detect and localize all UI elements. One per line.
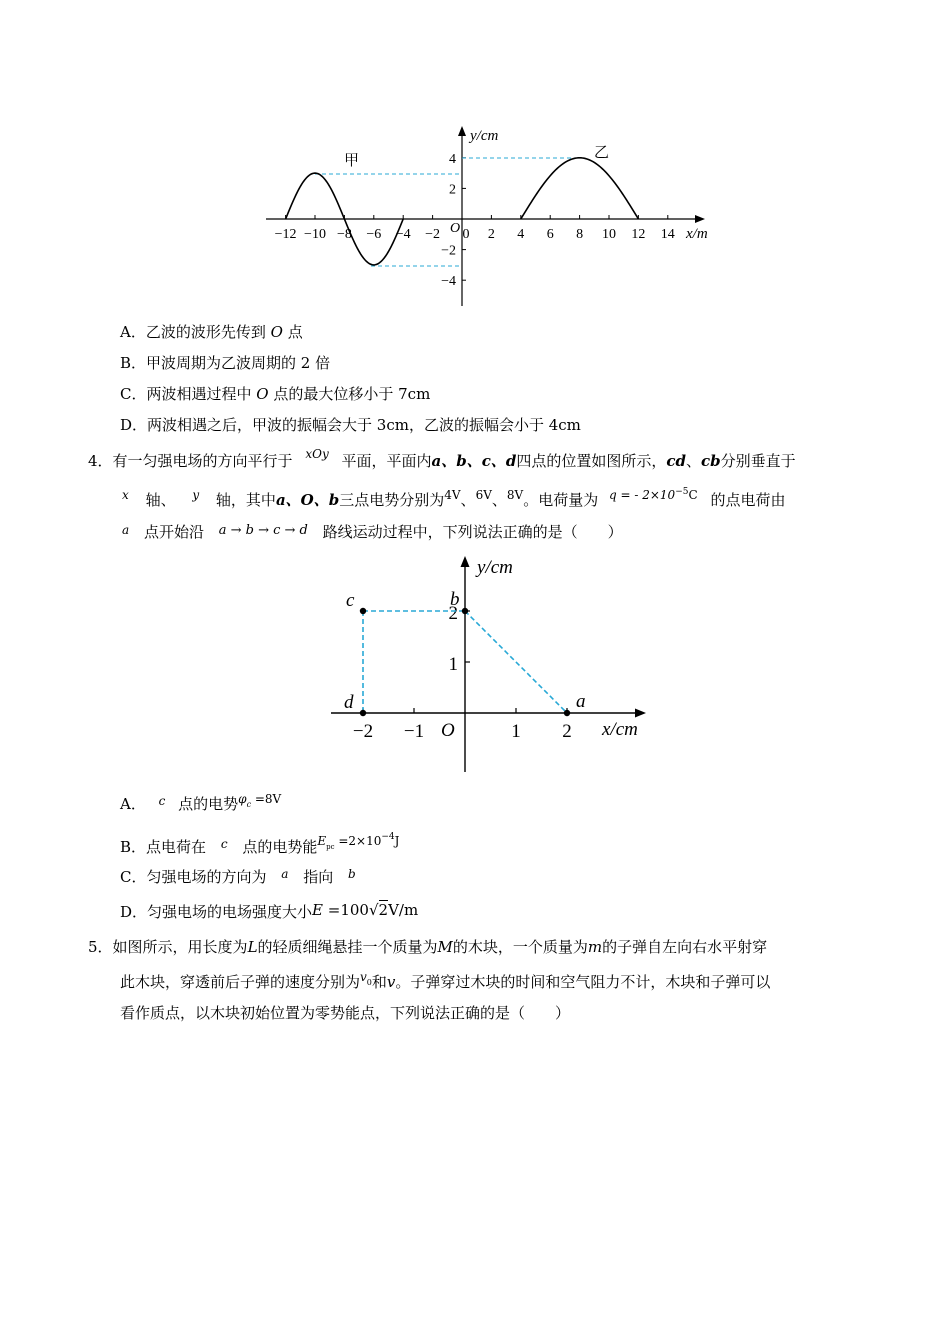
math-val: =100 — [323, 901, 369, 919]
stem-text: 的点电荷由 — [710, 491, 786, 509]
math-sym: φ — [238, 792, 247, 806]
math-6v: 6V — [475, 488, 492, 502]
wave-figure — [262, 123, 722, 308]
stem-text: 、 — [686, 452, 702, 470]
math-b: b — [348, 867, 356, 881]
stem-text: 三点电势分别为 — [339, 491, 445, 509]
x-tick-label: −6 — [366, 227, 382, 242]
math-xoy: xOy — [305, 447, 329, 461]
q4-line-1 — [88, 447, 796, 472]
option-text: 匀强电场的方向为 — [146, 868, 267, 886]
math-m: m — [587, 938, 603, 956]
math-points: a、b、c、d — [431, 452, 517, 470]
x-tick-label: 6 — [546, 227, 554, 242]
math-a: a — [281, 867, 289, 881]
math-v0 — [360, 967, 372, 985]
stem-text: 分别垂直于 — [720, 452, 796, 470]
q3-option-b — [120, 353, 330, 373]
point-a — [564, 710, 570, 716]
q4-option-a — [120, 794, 281, 821]
stem-text: 轴，其中 — [215, 491, 276, 509]
x-axis-label: x/m — [686, 226, 708, 242]
label-jia: 甲 — [344, 153, 360, 169]
q5-line-1 — [88, 937, 767, 957]
stem-text: 有一匀强电场的方向平行于 — [112, 452, 293, 470]
label-d: d — [344, 692, 354, 713]
math-exp: −5 — [675, 487, 689, 497]
option-text: 两波相遇过程中 — [146, 385, 252, 403]
math-unit: C — [688, 488, 698, 502]
option-text: 点电荷在 — [146, 838, 207, 856]
y-axis-arrow — [458, 126, 466, 136]
option-letter: B． — [120, 838, 147, 856]
math-path: a → b → c → d — [218, 523, 308, 538]
math-q: q = - 2×10 — [609, 488, 676, 502]
math-exp: −4 — [381, 832, 395, 842]
option-text: 点的电势 — [178, 795, 239, 813]
math-field-strength — [312, 901, 418, 919]
x-tick-label: −1 — [403, 721, 425, 742]
question-number: 5． — [88, 938, 113, 956]
math-phi — [238, 789, 281, 807]
y-axis-arrow — [461, 556, 470, 567]
option-text: 乙波的波形先传到 — [145, 323, 266, 341]
math-4v: 4V — [444, 488, 461, 502]
stem-text: 平面，平面内 — [341, 452, 432, 470]
math-sub: c — [246, 800, 252, 809]
q4-line-2 — [122, 488, 785, 511]
x-tick-label: 2 — [562, 721, 572, 742]
option-letter: A． — [120, 323, 146, 341]
math-cb: cb — [701, 452, 721, 470]
stem-text: 、 — [491, 491, 507, 509]
x-tick-label: 1 — [511, 721, 521, 742]
stem-text: 。电荷量为 — [523, 491, 599, 509]
x-axis-arrow — [635, 709, 646, 718]
x-axis-arrow — [695, 215, 705, 223]
option-letter: D． — [120, 903, 148, 921]
stem-text: 轴、 — [145, 491, 176, 509]
math-cd: cd — [666, 452, 687, 470]
x-tick-label: 8 — [576, 227, 584, 242]
math-unit: J — [394, 834, 400, 848]
stem-text: 和 — [371, 973, 387, 991]
label-c: c — [346, 590, 355, 611]
math-val: =2×10 — [334, 834, 382, 848]
math-L: L — [247, 938, 258, 956]
option-var: O — [270, 323, 283, 341]
q4-option-b — [120, 834, 399, 864]
math-charge — [609, 488, 698, 502]
math-sub: 0 — [366, 978, 372, 987]
wave-yi-curve — [521, 158, 639, 219]
q4-line-3 — [122, 522, 623, 544]
y-tick-label: 1 — [448, 654, 458, 675]
axis-ticks — [353, 603, 572, 742]
math-epc — [317, 831, 399, 849]
field-figure — [325, 550, 665, 775]
origin-label: O — [441, 720, 455, 741]
q3-option-a — [120, 322, 303, 342]
x-tick-label: 2 — [487, 227, 495, 242]
math-8v: 8V — [506, 488, 524, 502]
point-d — [360, 710, 366, 716]
stem-text: 四点的位置如图所示， — [516, 452, 667, 470]
x-tick-label: 0 — [462, 227, 470, 242]
math-x: x — [122, 488, 129, 502]
point-b — [462, 608, 468, 614]
y-tick-label: 2 — [449, 182, 456, 198]
math-sym: v — [360, 970, 367, 984]
x-tick-label: 10 — [602, 227, 616, 242]
x-tick-label: 4 — [517, 227, 525, 242]
option-text: 点的电势能 — [242, 838, 318, 856]
q5-line-3 — [120, 1003, 570, 1023]
math-sub: pc — [326, 843, 335, 851]
stem-text: 的木块，一个质量为 — [452, 938, 588, 956]
x-tick-label: 14 — [660, 227, 675, 242]
x-tick-label: −10 — [304, 227, 326, 242]
q3-option-d — [120, 415, 581, 435]
math-val: =8V — [251, 792, 282, 806]
option-var: O — [256, 385, 269, 403]
option-text: 点 — [287, 323, 303, 341]
y-tick-label: −2 — [441, 243, 456, 259]
stem-text: 的子弹自左向右水平射穿 — [602, 938, 768, 956]
math-c: c — [220, 837, 228, 851]
math-radicand: 2 — [378, 901, 389, 919]
option-letter: B． — [120, 354, 147, 372]
x-tick-label: −2 — [352, 721, 374, 742]
option-text: 点的最大位移小于 7cm — [273, 385, 431, 403]
sqrt-sign: √ — [368, 901, 379, 919]
math-sym: E — [317, 834, 327, 848]
q4-option-d — [120, 902, 418, 922]
math-sym: E — [312, 901, 323, 919]
segment-ba — [465, 611, 567, 713]
stem-text: 的轻质细绳悬挂一个质量为 — [257, 938, 438, 956]
q3-option-c — [120, 384, 430, 404]
math-v: v — [386, 973, 396, 991]
math-M: M — [437, 938, 453, 956]
q5-line-2 — [120, 972, 770, 999]
label-b: b — [450, 589, 460, 610]
option-text: 两波相遇之后，甲波的振幅会大于 3cm，乙波的振幅会小于 4cm — [147, 416, 581, 434]
x-tick-label: −2 — [425, 227, 441, 242]
option-letter: C． — [120, 385, 147, 403]
math-c: c — [158, 794, 166, 808]
stem-text: 路线运动过程中，下列说法正确的是（ ） — [322, 523, 623, 541]
math-a: a — [122, 523, 130, 537]
x-tick-label: −8 — [336, 227, 352, 242]
option-letter: A． — [120, 795, 146, 813]
stem-text: 。子弹穿过木块的时间和空气阻力不计，木块和子弹可以 — [395, 973, 771, 991]
label-a: a — [576, 691, 586, 712]
math-y: y — [192, 488, 200, 502]
math-unit: V/m — [388, 901, 419, 919]
q4-option-c — [120, 867, 356, 888]
stem-text: 此木块，穿透前后子弹的速度分别为 — [120, 973, 361, 991]
y-axis-label: y/cm — [477, 557, 513, 578]
math-aob: a、O、b — [275, 491, 340, 509]
option-text: 匀强电场的电场强度大小 — [147, 903, 313, 921]
x-tick-label: −4 — [395, 227, 411, 242]
option-text: 甲波周期为乙波周期的 2 倍 — [146, 354, 331, 372]
x-tick-label: −12 — [274, 227, 297, 242]
stem-text: 如图所示，用长度为 — [112, 938, 248, 956]
stem-text: 点开始沿 — [143, 523, 204, 541]
stem-text: 看作质点，以木块初始位置为零势能点，下列说法正确的是（ ） — [120, 1004, 571, 1022]
y-tick-label: 4 — [449, 151, 456, 167]
origin-label: O — [450, 221, 461, 236]
y-tick-label: 2 — [448, 603, 458, 624]
option-letter: D． — [120, 416, 148, 434]
x-axis-label: x/cm — [602, 719, 638, 740]
question-number: 4． — [88, 452, 113, 470]
x-tick-label: 12 — [631, 227, 646, 242]
y-axis-label: y/cm — [470, 128, 499, 144]
label-yi: 乙 — [594, 145, 610, 161]
option-letter: C． — [120, 868, 147, 886]
option-text: 指向 — [303, 868, 334, 886]
point-c — [360, 608, 366, 614]
y-tick-label: −4 — [441, 274, 456, 290]
stem-text: 、 — [460, 491, 476, 509]
